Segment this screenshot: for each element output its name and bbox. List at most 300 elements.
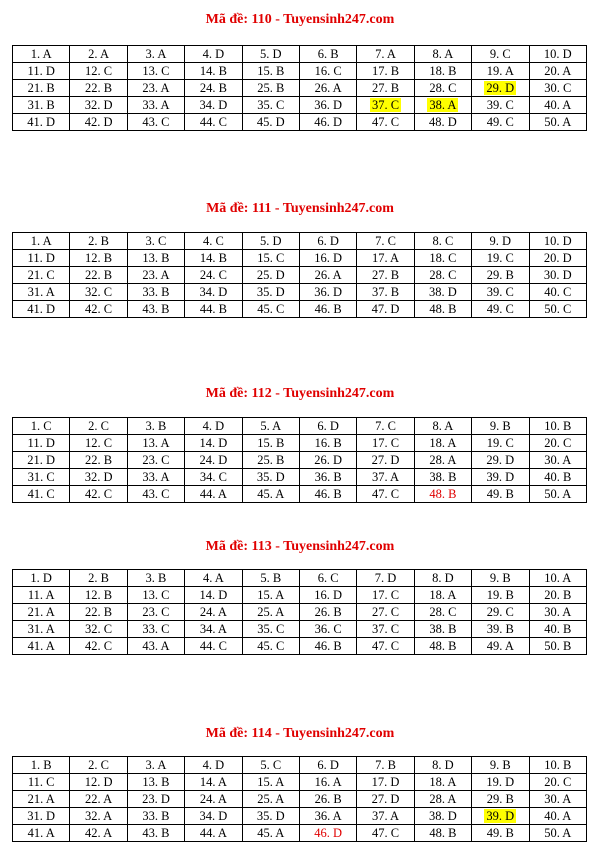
answer-text: 17. C (371, 436, 400, 450)
answer-cell (70, 46, 127, 63)
answer-text: 3. A (145, 758, 167, 772)
answer-text: 44. A (199, 487, 227, 501)
answer-text: 18. A (429, 775, 457, 789)
answer-cell (357, 418, 414, 435)
answer-text: 5. A (260, 419, 282, 433)
answer-cell (13, 587, 70, 604)
answer-cell (472, 774, 529, 791)
answer-cell (472, 452, 529, 469)
answer-text: 46. B (314, 487, 342, 501)
table-row (13, 301, 587, 318)
answer-text: 50. A (544, 487, 572, 501)
answer-cell (299, 604, 356, 621)
answer-text: 4. D (202, 47, 225, 61)
answer-text: 42. C (85, 639, 113, 653)
answer-cell (529, 114, 586, 131)
answer-cell (299, 621, 356, 638)
table-row (13, 114, 587, 131)
answer-cell (472, 233, 529, 250)
answer-text: 49. A (486, 639, 514, 653)
table-row (13, 774, 587, 791)
answer-text: 8. D (432, 571, 454, 585)
answer-cell (299, 435, 356, 452)
answer-cell (70, 114, 127, 131)
answer-text: 33. B (142, 285, 170, 299)
answer-cell (529, 570, 586, 587)
answer-cell (414, 774, 471, 791)
answer-cell (299, 638, 356, 655)
answer-text: 37. B (371, 285, 400, 299)
answer-cell (414, 808, 471, 825)
answer-text: 5. D (259, 47, 282, 61)
answer-text: 44. C (199, 115, 227, 129)
answer-text: 19. A (486, 64, 514, 78)
answer-cell (127, 46, 184, 63)
answer-text: 42. D (84, 115, 113, 129)
answer-text: 18. B (429, 64, 457, 78)
answer-cell (70, 452, 127, 469)
answer-cell (13, 638, 70, 655)
answer-cell (127, 486, 184, 503)
answer-cell (185, 435, 242, 452)
answer-text: 21. C (27, 268, 55, 282)
answer-text: 39. D (486, 470, 515, 484)
answer-text: 1. D (30, 571, 52, 585)
answer-table-113 (12, 569, 587, 655)
answer-text: 23. D (142, 792, 170, 806)
section-title-111: Mã đề: 111 - Tuyensinh247.com (206, 201, 394, 216)
answer-text: 35. D (256, 470, 285, 484)
answer-text: 12. B (85, 588, 113, 602)
answer-text: 40. B (544, 470, 572, 484)
answer-cell (242, 570, 299, 587)
answer-cell (299, 587, 356, 604)
answer-text: 21. A (27, 605, 55, 619)
answer-text: 18. C (429, 251, 457, 265)
answer-cell (70, 284, 127, 301)
answer-cell (472, 621, 529, 638)
table-row (13, 486, 587, 503)
answer-text: 19. B (486, 588, 514, 602)
answer-text: 30. A (544, 792, 572, 806)
answer-text: 8. A (432, 419, 454, 433)
answer-cell (13, 97, 70, 114)
answer-cell (127, 621, 184, 638)
answer-cell (127, 97, 184, 114)
answer-text: 45. A (257, 487, 285, 501)
answer-cell (70, 80, 127, 97)
table-row (13, 587, 587, 604)
answer-text: 7. B (375, 758, 396, 772)
answer-cell (529, 46, 586, 63)
answer-cell (13, 825, 70, 842)
answer-text: 14. B (199, 64, 227, 78)
answer-cell (185, 486, 242, 503)
answer-cell (127, 80, 184, 97)
answer-cell (13, 284, 70, 301)
answer-text: 43. C (142, 115, 170, 129)
answer-text: 1. A (30, 47, 52, 61)
answer-text: 37. A (371, 470, 400, 484)
answer-text: 20. C (544, 436, 572, 450)
answer-cell (185, 452, 242, 469)
answer-text: 44. A (199, 826, 227, 840)
answer-cell (127, 418, 184, 435)
answer-cell (185, 46, 242, 63)
answer-cell (299, 97, 356, 114)
answer-text: 35. C (257, 622, 285, 636)
answer-cell (242, 114, 299, 131)
answer-cell (357, 97, 414, 114)
answer-text: 29. C (486, 605, 514, 619)
answer-text: 27. C (371, 605, 400, 619)
answer-cell (13, 418, 70, 435)
answer-cell (529, 757, 586, 774)
answer-cell (242, 80, 299, 97)
answer-text: 5. D (259, 234, 282, 248)
table-row (13, 435, 587, 452)
answer-text: 27. D (371, 453, 400, 467)
answer-text: 7. C (375, 419, 396, 433)
answer-text: 14. A (199, 775, 227, 789)
answer-cell (472, 418, 529, 435)
answer-text: 5. C (260, 758, 282, 772)
table-row (13, 757, 587, 774)
answer-text: 39. B (486, 622, 514, 636)
answer-text: 37. C (371, 98, 400, 112)
answer-text: 17. C (371, 588, 400, 602)
answer-cell (127, 250, 184, 267)
answer-text: 20. D (543, 251, 572, 265)
answer-text: 3. C (145, 234, 167, 248)
table-row (13, 250, 587, 267)
answer-cell (414, 435, 471, 452)
answer-cell (472, 114, 529, 131)
answer-cell (70, 250, 127, 267)
answer-text: 46. B (314, 639, 342, 653)
answer-text: 15. B (257, 436, 285, 450)
answer-cell (529, 587, 586, 604)
answer-text: 11. A (27, 588, 55, 602)
answer-cell (242, 774, 299, 791)
answer-cell (414, 250, 471, 267)
answer-text: 45. A (257, 826, 285, 840)
answer-text: 10. D (543, 47, 572, 61)
answer-cell (127, 825, 184, 842)
answer-text: 32. D (84, 98, 113, 112)
answer-text: 7. D (374, 571, 397, 585)
answer-cell (242, 825, 299, 842)
answer-text: 30. D (543, 268, 572, 282)
answer-text: 26. B (314, 792, 342, 806)
table-row (13, 808, 587, 825)
answer-text: 41. D (27, 302, 56, 316)
answer-cell (127, 808, 184, 825)
answer-text: 29. D (486, 81, 515, 95)
answer-text: 21. A (27, 792, 55, 806)
answer-table-112 (12, 417, 587, 503)
answer-cell (529, 233, 586, 250)
answer-cell (127, 774, 184, 791)
answer-text: 26. A (314, 268, 342, 282)
answer-cell (70, 587, 127, 604)
answer-cell (185, 418, 242, 435)
answer-cell (414, 469, 471, 486)
answer-text: 5. B (260, 571, 282, 585)
answer-cell (529, 267, 586, 284)
answer-text: 43. C (142, 487, 170, 501)
answer-cell (357, 114, 414, 131)
answer-text: 36. D (314, 98, 343, 112)
answer-cell (127, 284, 184, 301)
answer-cell (472, 791, 529, 808)
answer-text: 28. C (429, 268, 457, 282)
answer-text: 3. B (145, 419, 167, 433)
answer-text: 46. B (314, 302, 342, 316)
answer-cell (185, 233, 242, 250)
answer-text: 16. A (314, 775, 342, 789)
answer-cell (357, 233, 414, 250)
answer-cell (242, 587, 299, 604)
answer-cell (127, 791, 184, 808)
answer-cell (127, 469, 184, 486)
answer-text: 39. C (486, 285, 514, 299)
answer-text: 41. C (27, 487, 55, 501)
answer-text: 34. D (199, 98, 228, 112)
answer-cell (13, 791, 70, 808)
answer-table-111 (12, 232, 587, 318)
answer-cell (414, 486, 471, 503)
answer-text: 45. C (257, 302, 285, 316)
answer-text: 25. A (257, 792, 285, 806)
answer-cell (70, 621, 127, 638)
answer-text: 4. D (202, 758, 225, 772)
answer-text: 40. B (544, 622, 572, 636)
answer-cell (13, 250, 70, 267)
answer-text: 11. D (27, 64, 55, 78)
table-row (13, 97, 587, 114)
answer-text: 29. B (486, 792, 514, 806)
answer-cell (242, 452, 299, 469)
answer-text: 34. D (199, 809, 228, 823)
answer-cell (242, 233, 299, 250)
answer-text: 39. D (486, 809, 515, 823)
answer-cell (70, 757, 127, 774)
answer-text: 43. B (142, 302, 170, 316)
answer-text: 12. B (85, 251, 113, 265)
answer-cell (472, 250, 529, 267)
answer-cell (242, 250, 299, 267)
answer-text: 9. C (489, 47, 511, 61)
answer-cell (529, 301, 586, 318)
answer-text: 42. C (85, 487, 113, 501)
answer-text: 6. D (317, 419, 339, 433)
answer-text: 2. C (88, 419, 109, 433)
answer-cell (242, 63, 299, 80)
answer-cell (472, 301, 529, 318)
answer-cell (529, 250, 586, 267)
answer-text: 6. D (317, 234, 339, 248)
answer-cell (13, 233, 70, 250)
answer-cell (185, 301, 242, 318)
answer-cell (185, 808, 242, 825)
answer-cell (472, 469, 529, 486)
answer-text: 19. C (486, 251, 514, 265)
answer-cell (414, 621, 471, 638)
answer-text: 21. D (27, 453, 56, 467)
answer-text: 30. C (544, 81, 572, 95)
answer-cell (13, 301, 70, 318)
answer-text: 35. D (256, 809, 285, 823)
answer-cell (299, 825, 356, 842)
answer-text: 28. A (429, 792, 457, 806)
answer-text: 33. B (142, 809, 170, 823)
answer-text: 11. D (27, 436, 55, 450)
answer-text: 28. C (429, 605, 457, 619)
answer-cell (472, 63, 529, 80)
answer-text: 49. C (486, 302, 514, 316)
answer-cell (357, 284, 414, 301)
answer-cell (357, 587, 414, 604)
answer-text: 38. D (429, 285, 457, 299)
answer-text: 22. B (85, 268, 113, 282)
answer-text: 47. D (371, 302, 400, 316)
answer-text: 37. C (371, 622, 400, 636)
answer-cell (299, 808, 356, 825)
answer-cell (185, 621, 242, 638)
answer-text: 30. A (544, 605, 572, 619)
answer-cell (357, 774, 414, 791)
answer-text: 32. D (84, 470, 113, 484)
answer-text: 31. A (27, 622, 55, 636)
answer-text: 27. B (371, 268, 400, 282)
answer-cell (299, 46, 356, 63)
answer-cell (127, 757, 184, 774)
answer-cell (70, 469, 127, 486)
answer-cell (472, 825, 529, 842)
answer-text: 28. A (429, 453, 457, 467)
section-title-113: Mã đề: 113 - Tuyensinh247.com (205, 539, 395, 554)
answer-cell (472, 97, 529, 114)
answer-text: 47. C (371, 115, 400, 129)
answer-text: 36. B (314, 470, 342, 484)
answer-cell (472, 267, 529, 284)
answer-text: 25. A (257, 605, 285, 619)
answer-cell (185, 757, 242, 774)
answer-text: 26. A (314, 81, 342, 95)
answer-cell (185, 774, 242, 791)
answer-text: 6. D (317, 758, 339, 772)
answer-cell (185, 570, 242, 587)
answer-text: 21. B (27, 81, 55, 95)
answer-text: 9. D (489, 234, 512, 248)
answer-text: 16. C (314, 64, 342, 78)
answer-cell (357, 808, 414, 825)
answer-text: 15. B (257, 64, 285, 78)
answer-text: 12. C (85, 436, 113, 450)
answer-cell (357, 301, 414, 318)
answer-text: 44. C (199, 639, 227, 653)
answer-cell (414, 114, 471, 131)
answer-cell (414, 791, 471, 808)
answer-text: 31. D (27, 809, 56, 823)
answer-text: 7. A (375, 47, 396, 61)
answer-cell (357, 638, 414, 655)
answer-cell (472, 604, 529, 621)
answer-cell (299, 418, 356, 435)
answer-cell (357, 435, 414, 452)
answer-text: 13. A (142, 436, 170, 450)
answer-text: 50. C (544, 302, 572, 316)
answer-text: 30. A (544, 453, 572, 467)
answer-text: 32. A (85, 809, 113, 823)
answer-text: 26. B (314, 605, 342, 619)
answer-cell (70, 418, 127, 435)
answer-cell (242, 808, 299, 825)
answer-cell (185, 97, 242, 114)
table-row (13, 825, 587, 842)
answer-cell (357, 469, 414, 486)
answer-text: 22. B (85, 605, 113, 619)
answer-cell (357, 267, 414, 284)
answer-cell (70, 774, 127, 791)
answer-text: 24. B (199, 81, 227, 95)
answer-text: 25. B (257, 453, 285, 467)
answer-text: 37. A (371, 809, 400, 823)
answer-text: 33. C (142, 622, 170, 636)
answer-text: 35. D (256, 285, 285, 299)
answer-cell (299, 452, 356, 469)
answer-text: 11. D (27, 251, 55, 265)
answer-cell (242, 267, 299, 284)
answer-text: 2. B (88, 234, 109, 248)
answer-cell (13, 267, 70, 284)
table-row (13, 452, 587, 469)
answer-text: 17. A (371, 251, 400, 265)
answer-cell (299, 469, 356, 486)
answer-text: 3. A (145, 47, 167, 61)
answer-text: 34. C (199, 470, 227, 484)
answer-cell (414, 638, 471, 655)
answer-text: 49. B (486, 487, 514, 501)
answer-cell (414, 97, 471, 114)
answer-text: 8. A (432, 47, 454, 61)
answer-cell (414, 587, 471, 604)
answer-text: 41. D (27, 115, 56, 129)
answer-text: 24. D (199, 453, 228, 467)
answer-text: 31. A (27, 285, 55, 299)
answer-cell (13, 435, 70, 452)
answer-text: 48. B (429, 639, 457, 653)
answer-cell (242, 418, 299, 435)
answer-cell (357, 791, 414, 808)
answer-cell (70, 233, 127, 250)
answer-cell (414, 284, 471, 301)
answer-text: 45. D (256, 115, 285, 129)
answer-cell (357, 46, 414, 63)
answer-cell (242, 757, 299, 774)
answer-text: 20. A (544, 64, 572, 78)
answer-cell (529, 604, 586, 621)
answer-text: 23. C (142, 453, 170, 467)
answer-text: 13. B (142, 775, 170, 789)
answer-cell (242, 435, 299, 452)
answer-cell (127, 452, 184, 469)
answer-text: 49. C (486, 115, 514, 129)
answer-text: 20. B (544, 588, 572, 602)
answer-cell (472, 80, 529, 97)
answer-cell (529, 774, 586, 791)
